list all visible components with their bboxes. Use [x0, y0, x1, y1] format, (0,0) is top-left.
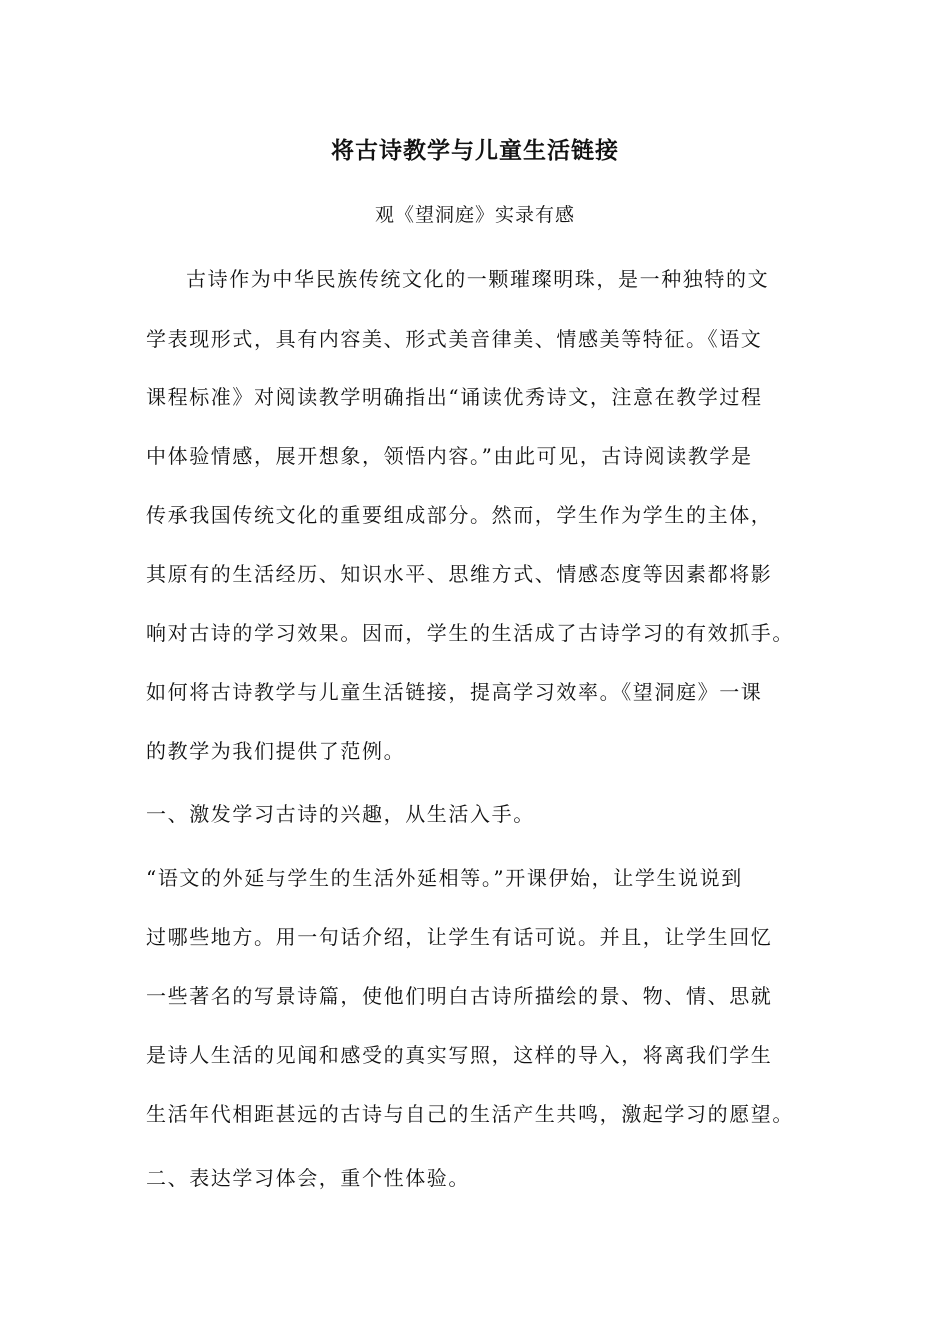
- paragraph-line: 一些著名的写景诗篇，使他们明白古诗所描绘的景、物、情、思就: [146, 984, 773, 1008]
- paragraph-line: 中体验情感，展开想象，领悟内容。”由此可见，古诗阅读教学是: [146, 444, 753, 468]
- document-title: 将古诗教学与儿童生活链接: [331, 137, 619, 164]
- paragraph-line: 传承我国传统文化的重要组成部分。然而，学生作为学生的主体，: [146, 503, 773, 527]
- paragraph-line: 过哪些地方。用一句话介绍，让学生有话可说。并且，让学生回忆: [146, 925, 773, 949]
- paragraph-line: 是诗人生活的见闻和感受的真实写照，这样的导入，将离我们学生: [146, 1043, 773, 1067]
- paragraph-line: “语文的外延与学生的生活外延相等。”开课伊始，让学生说说到: [146, 866, 743, 890]
- paragraph-line: 生活年代相距甚远的古诗与自己的生活产生共鸣，激起学习的愿望。: [146, 1102, 794, 1126]
- paragraph-line: 古诗作为中华民族传统文化的一颗璀璨明珠，是一种独特的文: [186, 267, 770, 291]
- paragraph-line: 其原有的生活经历、知识水平、思维方式、情感态度等因素都将影: [146, 562, 773, 586]
- document-subtitle: 观《望洞庭》实录有感: [374, 204, 575, 226]
- paragraph-line: 响对古诗的学习效果。因而，学生的生活成了古诗学习的有效抓手。: [146, 621, 794, 645]
- paragraph-line: 学表现形式，具有内容美、形式美音律美、情感美等特征。《语文: [146, 327, 763, 351]
- paragraph-line: 的教学为我们提供了范例。: [146, 739, 406, 763]
- section-heading: 二、表达学习体会，重个性体验。: [146, 1166, 470, 1190]
- paragraph-line: 如何将古诗教学与儿童生活链接，提高学习效率。《望洞庭》一课: [146, 680, 763, 704]
- paragraph-line: 课程标准》对阅读教学明确指出“诵读优秀诗文，注意在教学过程: [146, 385, 763, 409]
- section-heading: 一、激发学习古诗的兴趣，从生活入手。: [146, 802, 535, 826]
